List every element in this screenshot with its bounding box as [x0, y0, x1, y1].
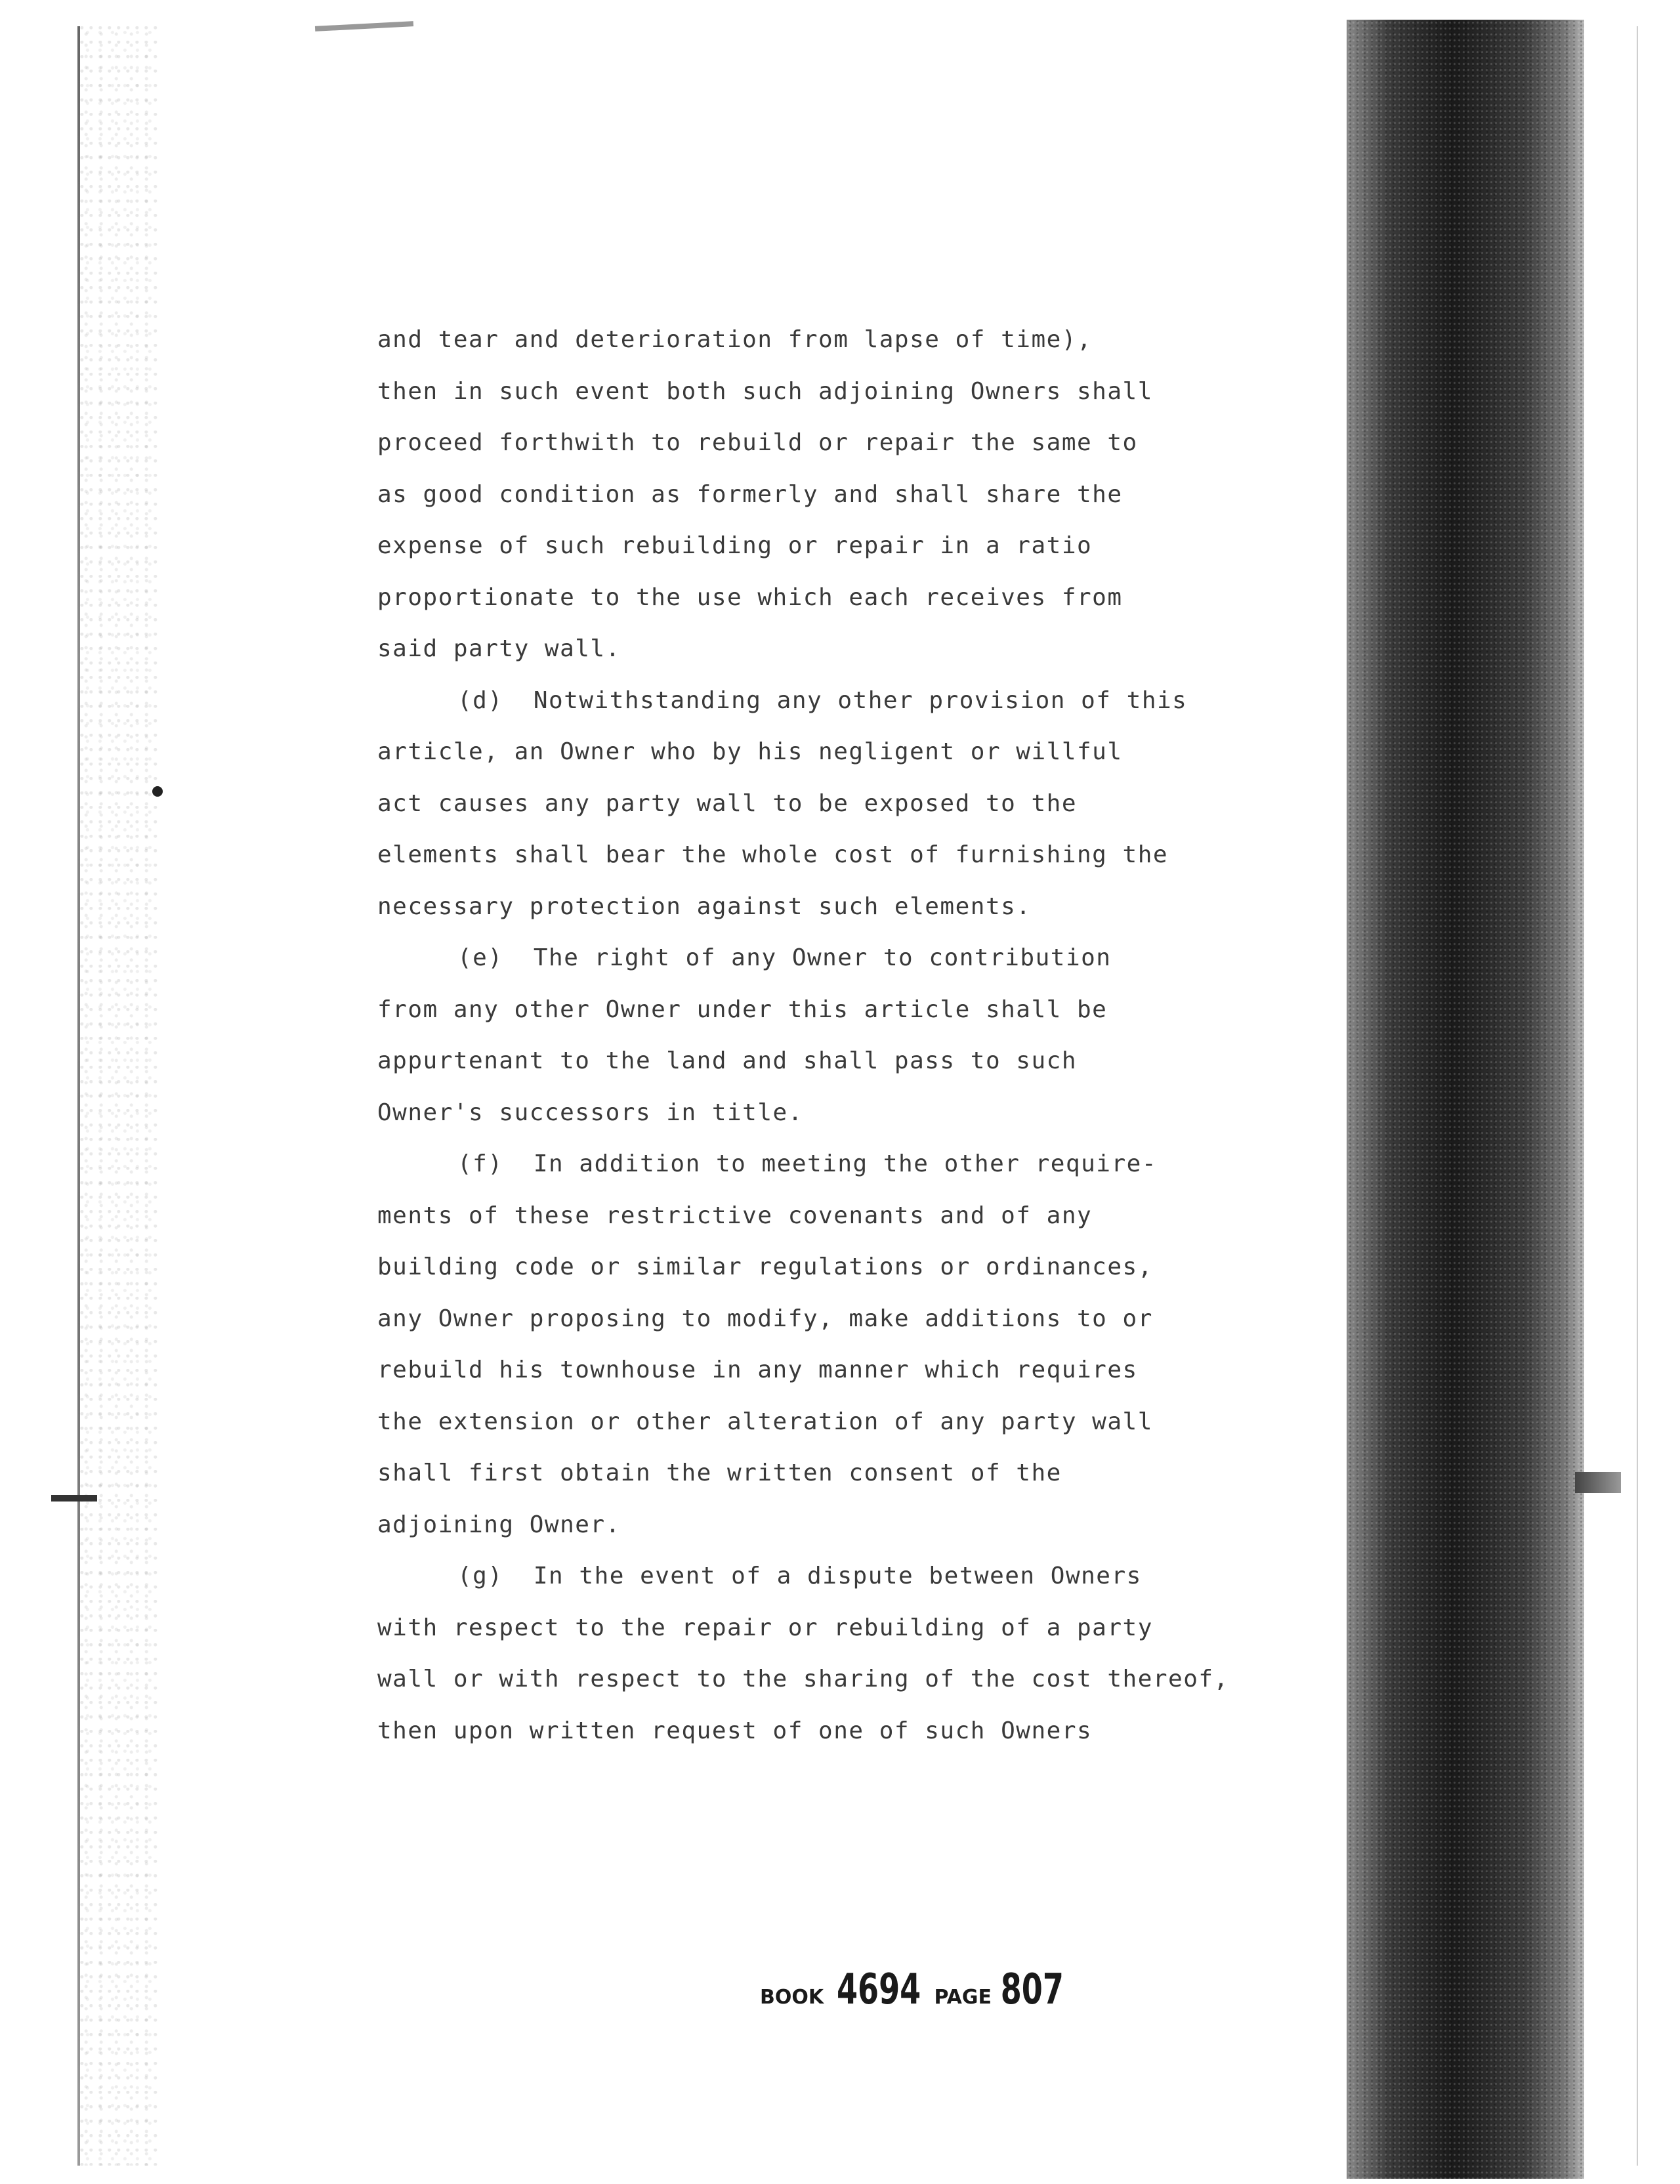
- text-line: appurtenant to the land and shall pass to such: [377, 1047, 1077, 1074]
- text-line: expense of such rebuilding or repair in a ratio: [377, 532, 1093, 559]
- page-number: 807: [1000, 1965, 1064, 2014]
- text-line: rebuild his townhouse in any manner which requires: [377, 1356, 1138, 1383]
- text-line: wall or with respect to the sharing of the cost thereof,: [377, 1666, 1229, 1692]
- text-line: said party wall.: [377, 635, 621, 662]
- book-label: BOOK: [760, 1986, 824, 2009]
- paragraph-d-start: (d) Notwithstanding any other provision of this: [457, 687, 1188, 714]
- paragraph-g-start: (g) In the event of a dispute between Owners: [457, 1563, 1142, 1589]
- text-line: necessary protection against such elements.: [377, 893, 1032, 920]
- text-line: with respect to the repair or rebuilding of a party: [377, 1614, 1153, 1641]
- book-number: 4694: [837, 1965, 921, 2014]
- text-line: then upon written request of one of such Owners: [377, 1717, 1093, 1744]
- text-line: ments of these restrictive covenants and of any: [377, 1202, 1093, 1229]
- text-line: article, an Owner who by his negligent or willful: [377, 738, 1123, 765]
- text-line: proportionate to the use which each receives from: [377, 584, 1123, 611]
- text-line: building code or similar regulations or ordinances,: [377, 1253, 1153, 1280]
- text-line: act causes any party wall to be exposed to the: [377, 790, 1077, 817]
- text-line: as good condition as formerly and shall share the: [377, 481, 1123, 508]
- text-line: any Owner proposing to modify, make additions to or: [377, 1305, 1153, 1332]
- text-line: Owner's successors in title.: [377, 1099, 803, 1126]
- text-line: the extension or other alteration of any party wall: [377, 1408, 1153, 1435]
- book-page-stamp: [760, 1965, 1070, 2014]
- text-line: then in such event both such adjoining Owners shall: [377, 378, 1153, 405]
- page-label: PAGE: [934, 1986, 992, 2009]
- text-line: shall first obtain the written consent of the: [377, 1460, 1062, 1486]
- paragraph-e-start: (e) The right of any Owner to contribution: [457, 944, 1112, 971]
- text-line: proceed forthwith to rebuild or repair the same to: [377, 429, 1138, 456]
- text-line: from any other Owner under this article shall be: [377, 996, 1108, 1023]
- text-line: and tear and deterioration from lapse of time),: [377, 326, 1093, 353]
- paragraph-f-start: (f) In addition to meeting the other require-: [457, 1150, 1157, 1177]
- text-line: elements shall bear the whole cost of furnishing the: [377, 841, 1169, 868]
- text-line: adjoining Owner.: [377, 1511, 621, 1538]
